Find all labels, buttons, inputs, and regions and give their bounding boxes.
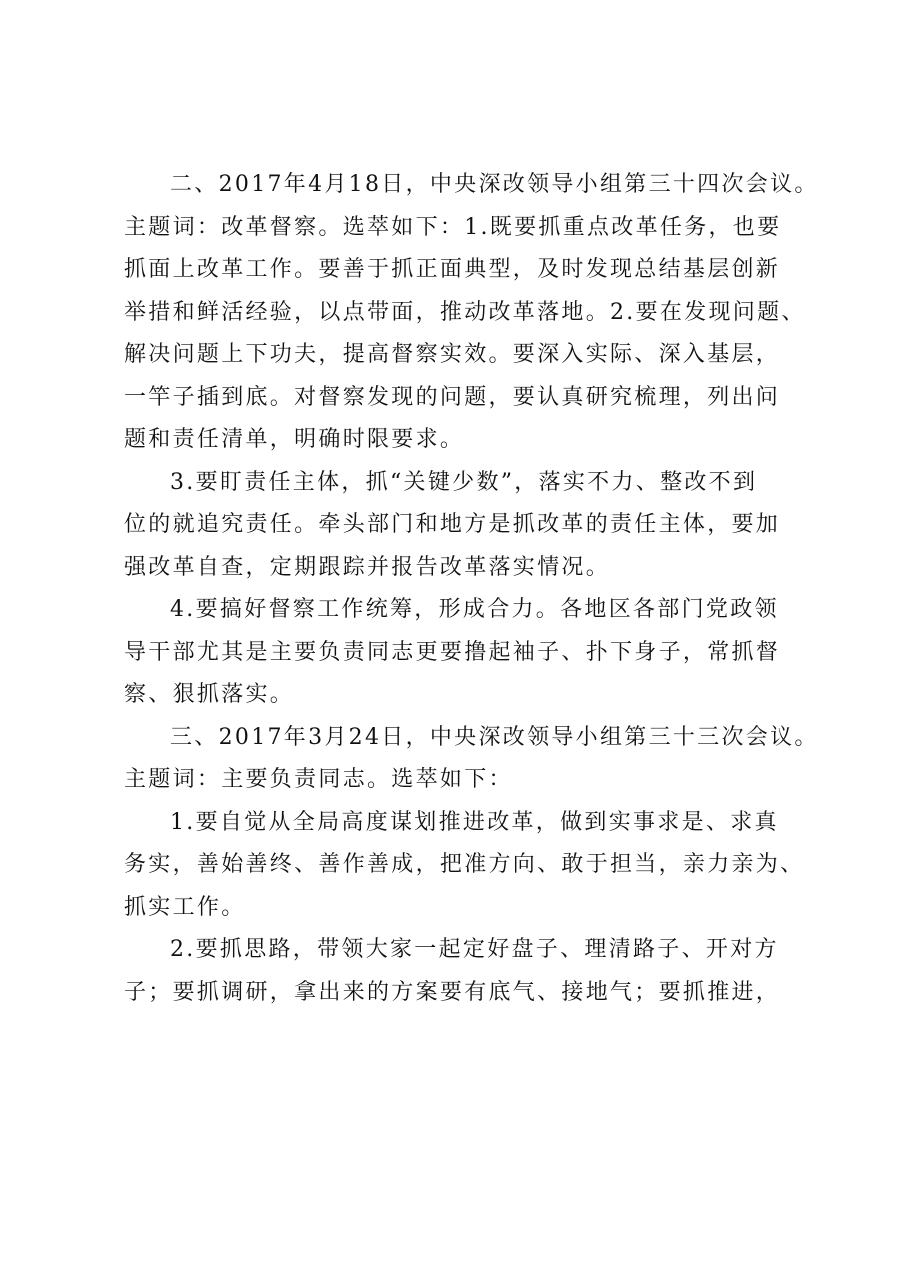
text-line: 抓实工作。 <box>124 894 246 920</box>
text-line: 察、狠抓落实。 <box>124 682 295 707</box>
text-line: 导干部尤其是主要负责同志更要撸起袖子、扑下身子，常抓督 <box>124 639 781 665</box>
item-3-line: 3.要盯责任主体，抓“关键少数”，落实不力、整改不到 <box>170 469 758 495</box>
text-line: 题和责任清单，明确时限要求。 <box>124 427 465 452</box>
text-line: 务实，善始善终、善作善成，把准方向、敢于担当，亲力亲为、 <box>124 852 805 877</box>
text-line: 抓面上改革工作。要善于抓正面典型，及时发现总结基层创新 <box>124 257 781 282</box>
text-line: 位的就追究责任。牵头部门和地方是抓改革的责任主体，要加 <box>124 512 781 537</box>
paragraph-3-heading-line: 三、2017年3月24日，中央深改领导小组第三十三次会议。 <box>170 724 819 750</box>
item-1-line: 1.要自觉从全局高度谋划推进改革，做到实事求是、求真 <box>170 809 779 835</box>
paragraph-2-heading-line: 二、2017年4月18日，中央深改领导小组第三十四次会议。 <box>170 172 819 197</box>
text-line: 主题词：改革督察。选萃如下：1.既要抓重点改革任务，也要 <box>124 214 782 240</box>
item-2-line: 2.要抓思路，带领大家一起定好盘子、理清路子、开对方 <box>170 937 779 962</box>
text-line: 举措和鲜活经验，以点带面，推动改革落地。2.要在发现问题、 <box>124 299 806 325</box>
text-line: 主题词：主要负责同志。选萃如下： <box>124 767 513 792</box>
text-line: 子；要抓调研，拿出来的方案要有底气、接地气；要抓推进， <box>124 979 781 1005</box>
text-line: 解决问题上下功夫，提高督察实效。要深入实际、深入基层， <box>124 342 781 367</box>
text-line: 一竿子插到底。对督察发现的问题，要认真研究梳理，列出问 <box>124 384 781 410</box>
text-line: 强改革自查，定期跟踪并报告改革落实情况。 <box>124 554 611 580</box>
document-body <box>124 164 819 1014</box>
item-4-line: 4.要搞好督察工作统筹，形成合力。各地区各部门党政领 <box>170 597 779 622</box>
